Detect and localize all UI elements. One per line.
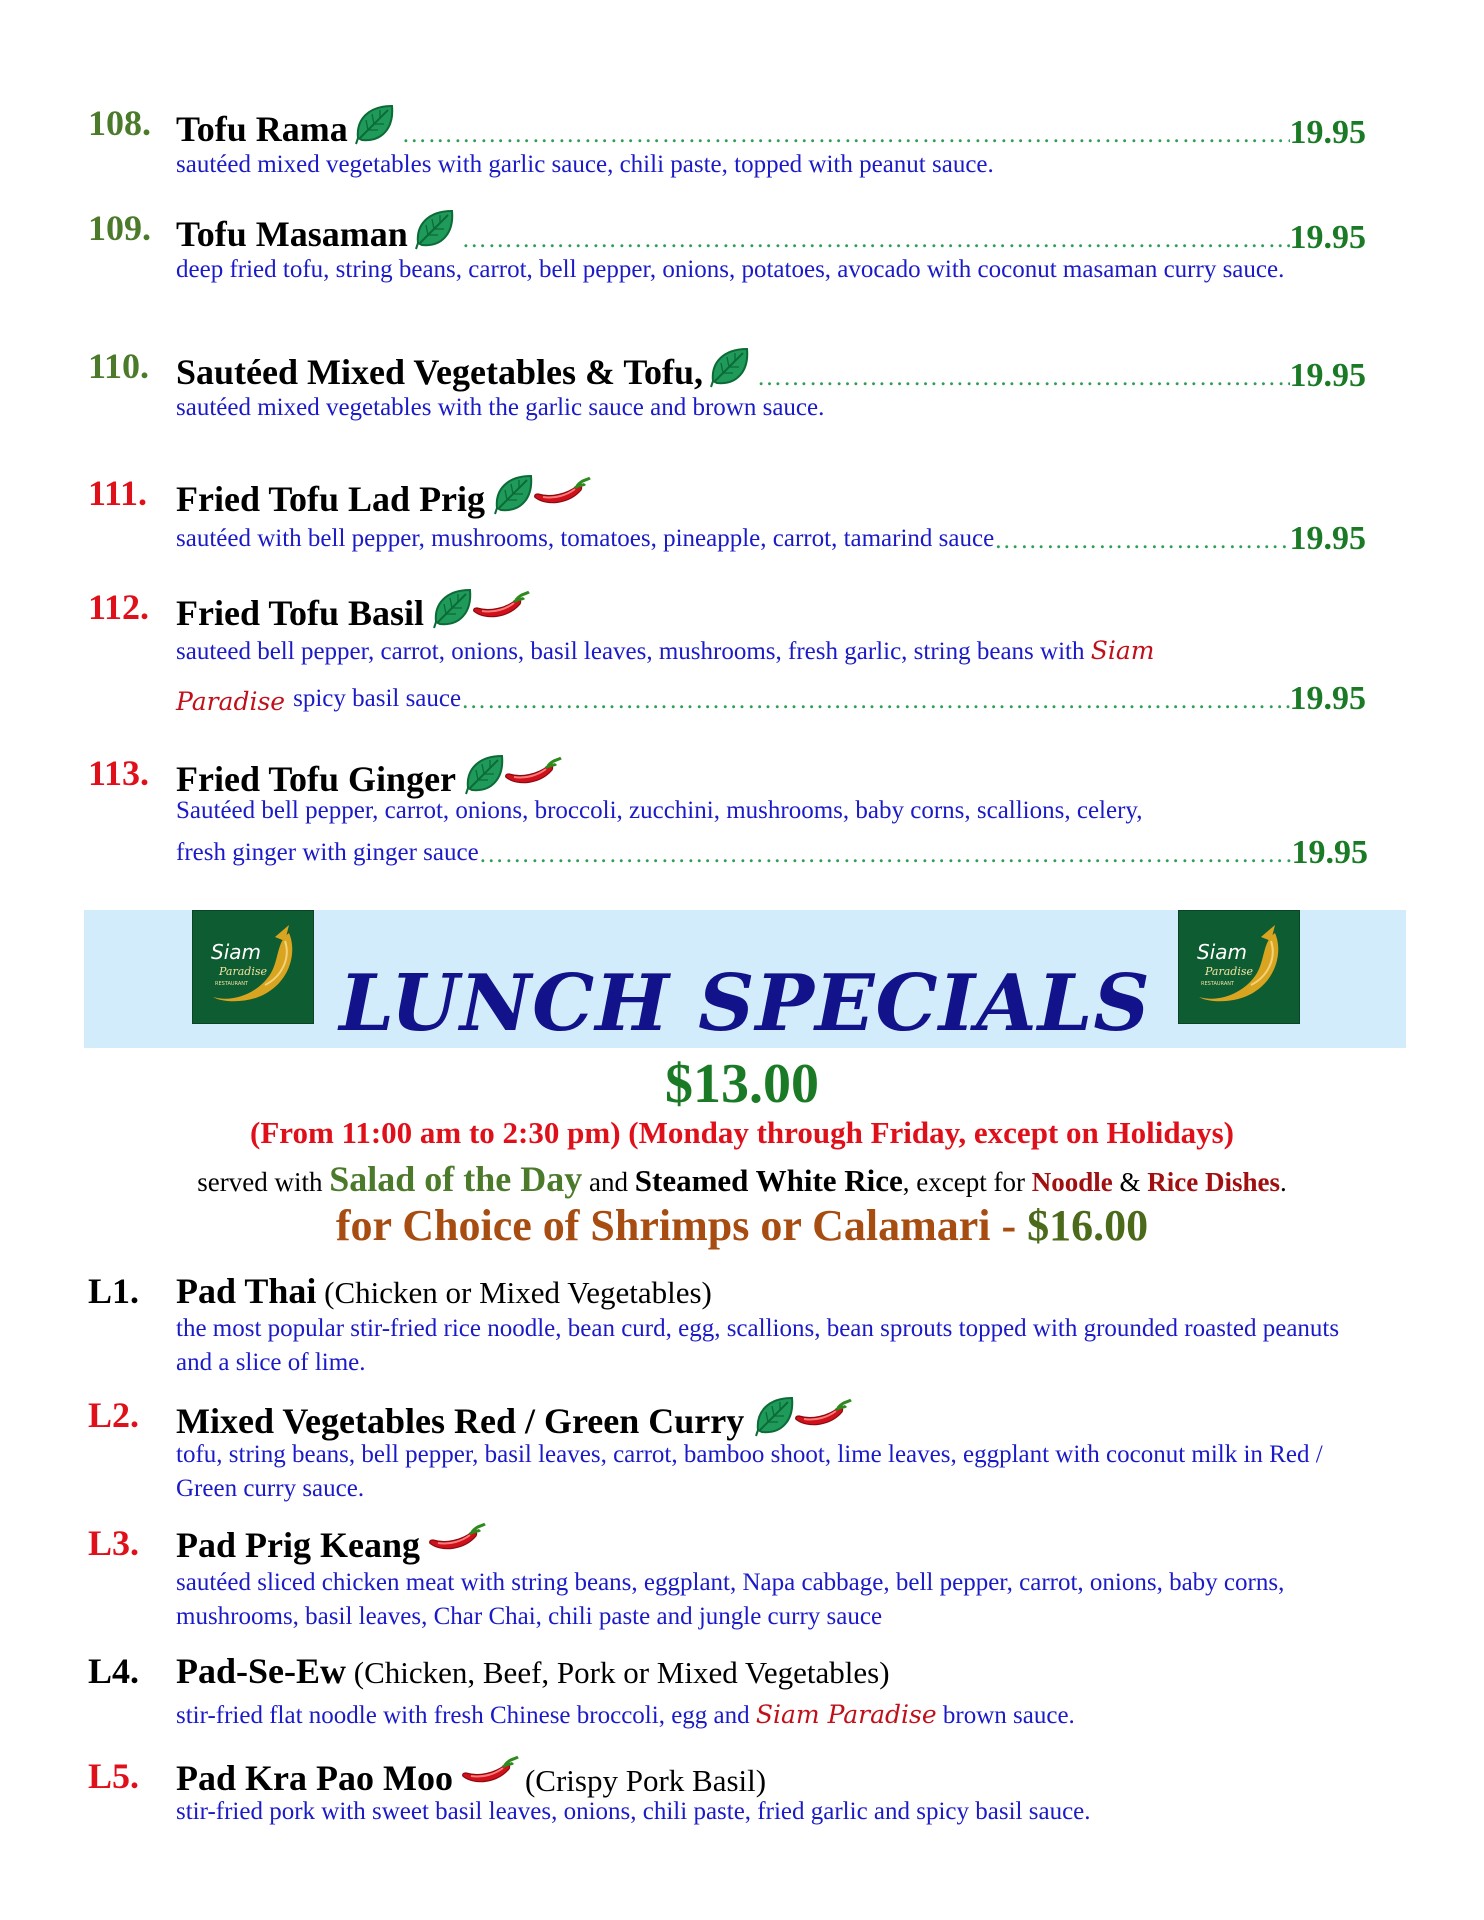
leaf-icon	[414, 207, 458, 251]
brand-name-script: Siam Paradise	[755, 1700, 937, 1729]
item-number: L4.	[88, 1651, 140, 1691]
item-number: 111.	[88, 473, 148, 513]
item-price: 19.95	[1289, 114, 1366, 151]
item-title-row	[176, 1394, 854, 1442]
item-number: L3.	[88, 1523, 140, 1563]
item-price: 19.95	[1289, 357, 1366, 394]
item-description: stir-fried pork with sweet basil leaves, onions, chili paste, fried garlic and spicy basil sauce.	[176, 1798, 1091, 1825]
item-description-text: spicy basil sauce	[293, 685, 462, 712]
chili-icon	[428, 1522, 488, 1556]
item-title: Fried Tofu Ginger	[176, 759, 457, 799]
item-description-text: fresh ginger with ginger sauce	[176, 839, 479, 866]
lunch-item-l1	[88, 1270, 1388, 1380]
item-title: Fried Tofu Lad Prig	[176, 479, 486, 519]
lunch-item-l3	[88, 1522, 1388, 1632]
item-number: 113.	[88, 753, 150, 793]
served-text: served with	[197, 1167, 323, 1197]
item-description-text: brown sauce.	[942, 1702, 1075, 1729]
salad-of-the-day: Salad of the Day	[329, 1159, 583, 1199]
rice-dishes-label: Rice Dishes	[1147, 1167, 1280, 1197]
menu-item-112	[88, 586, 1388, 726]
item-number: 112.	[88, 587, 150, 627]
item-title-row	[176, 1650, 890, 1692]
logo-text-paradise: Paradise	[1205, 965, 1253, 978]
leaf-icon	[754, 1394, 798, 1438]
logo-text-restaurant: RESTAURANT	[1201, 981, 1235, 987]
item-number: L1.	[88, 1271, 140, 1311]
leaf-icon	[464, 752, 508, 796]
brand-name-script: Siam	[1090, 636, 1155, 665]
item-description: sautéed mixed vegetables with garlic sauce, chili paste, topped with peanut sauce.	[176, 151, 994, 178]
item-description-row	[176, 682, 1366, 716]
logo-text-siam: Siam	[1197, 940, 1247, 964]
item-title-row	[176, 345, 1366, 393]
menu-item-111	[88, 472, 1388, 562]
item-number: 108.	[88, 103, 151, 143]
item-price: 19.95	[1289, 219, 1366, 256]
menu-item-108	[88, 102, 1388, 182]
leaf-icon	[493, 472, 537, 516]
item-title-row	[176, 1522, 488, 1566]
lunch-item-l5	[88, 1755, 1388, 1835]
brand-name-script: Paradise	[176, 687, 286, 716]
item-title-row	[176, 207, 1366, 255]
choice-line	[0, 1200, 1484, 1251]
item-description	[176, 1698, 1376, 1733]
leaf-icon	[709, 345, 753, 389]
item-title: Sautéed Mixed Vegetables & Tofu,	[176, 352, 704, 392]
steamed-white-rice: Steamed White Rice	[634, 1163, 903, 1198]
choice-text: for Choice of Shrimps or Calamari -	[335, 1201, 1017, 1250]
item-title-row	[176, 472, 593, 520]
leader-dots	[479, 840, 1292, 870]
served-text: , except for	[902, 1167, 1025, 1197]
chili-icon	[504, 756, 564, 790]
lunch-specials-banner	[84, 910, 1406, 1048]
item-description: the most popular stir-fried rice noodle, bean curd, egg, scallions, bean sprouts topped with grounded roasted peanuts and a slice of lime.	[176, 1315, 1340, 1376]
choice-price: $16.00	[1027, 1201, 1149, 1250]
item-title-row	[176, 1270, 712, 1312]
item-description: tofu, string beans, bell pepper, basil leaves, carrot, bamboo shoot, lime leaves, eggplant with coconut milk in Red / Green curry sauce.	[176, 1441, 1323, 1502]
menu-item-110	[88, 345, 1388, 425]
chili-icon	[533, 476, 593, 510]
item-title: Tofu Masaman	[176, 214, 408, 254]
lunch-price: $13.00	[665, 1053, 819, 1115]
item-subtitle: (Chicken or Mixed Vegetables)	[316, 1275, 712, 1310]
served-text: .	[1279, 1167, 1287, 1197]
item-number: 110.	[88, 346, 150, 386]
item-title-row	[176, 752, 564, 800]
chili-icon	[461, 1755, 521, 1789]
lunch-item-l4	[88, 1650, 1388, 1730]
noodle-label: Noodle	[1031, 1167, 1113, 1197]
item-description: sautéed sliced chicken meat with string beans, eggplant, Napa cabbage, bell pepper, carrot, onions, baby corns, mushrooms, basil leaves, Char Chai, chili paste and jungle curry sauce	[176, 1569, 1285, 1630]
item-price: 19.95	[1289, 680, 1366, 717]
item-subtitle: (Chicken, Beef, Pork or Mixed Vegetables)	[346, 1655, 890, 1690]
menu-item-113	[88, 752, 1388, 882]
chili-icon	[472, 590, 532, 624]
item-price: 19.95	[1291, 834, 1368, 871]
banner-title: LUNCH SPECIALS	[339, 958, 1151, 1049]
menu-item-109	[88, 207, 1388, 317]
leader-dots	[757, 363, 1289, 393]
siam-paradise-logo	[1178, 910, 1300, 1024]
leaf-icon	[432, 586, 476, 630]
served-text: and	[589, 1167, 628, 1197]
chili-icon	[794, 1398, 854, 1432]
leader-dots	[402, 120, 1290, 150]
leader-dots	[461, 686, 1289, 716]
item-description-text: stir-fried flat noodle with fresh Chinese broccoli, egg and	[176, 1702, 750, 1729]
item-title-row	[176, 1755, 766, 1799]
lunch-item-l2	[88, 1394, 1388, 1504]
item-description-row	[176, 522, 1366, 556]
item-description-row	[176, 836, 1368, 870]
item-subtitle: (Crispy Pork Basil)	[524, 1763, 767, 1798]
logo-text-siam: Siam	[211, 940, 261, 964]
lunch-served-with	[0, 1158, 1484, 1200]
lunch-hours: (From 11:00 am to 2:30 pm) (Monday through Friday, except on Holidays)	[250, 1115, 1234, 1150]
item-title: Mixed Vegetables Red / Green Curry	[176, 1401, 745, 1441]
item-title-row	[176, 102, 1366, 150]
item-description: sautéed mixed vegetables with the garlic sauce and brown sauce.	[176, 394, 825, 421]
item-price: 19.95	[1289, 520, 1366, 557]
leaf-icon	[354, 102, 398, 146]
item-number: L5.	[88, 1756, 140, 1796]
item-description-text: sauteed bell pepper, carrot, onions, basil leaves, mushrooms, fresh garlic, string beans with	[176, 638, 1085, 665]
item-title: Fried Tofu Basil	[176, 593, 425, 633]
item-number: L2.	[88, 1395, 140, 1435]
leader-dots	[462, 225, 1290, 255]
item-title: Pad-Se-Ew	[176, 1651, 346, 1691]
item-description-line-1	[176, 634, 1376, 669]
leader-dots	[994, 526, 1289, 556]
item-title: Pad Thai	[176, 1271, 317, 1311]
item-title-row	[176, 586, 532, 634]
logo-text-paradise: Paradise	[219, 965, 267, 978]
item-title: Pad Kra Pao Moo	[176, 1758, 453, 1798]
item-description: sautéed with bell pepper, mushrooms, tomatoes, pineapple, carrot, tamarind sauce	[176, 525, 995, 552]
item-description-line-1: Sautéed bell pepper, carrot, onions, broccoli, zucchini, mushrooms, baby corns, scallions, celery,	[176, 797, 1143, 824]
item-number: 109.	[88, 208, 151, 248]
item-title: Tofu Rama	[176, 109, 348, 149]
logo-text-restaurant: RESTAURANT	[215, 981, 249, 987]
item-description: deep fried tofu, string beans, carrot, bell pepper, onions, potatoes, avocado with coconut masaman curry sauce.	[176, 256, 1285, 283]
item-title: Pad Prig Keang	[176, 1525, 420, 1565]
served-text: &	[1119, 1167, 1141, 1197]
